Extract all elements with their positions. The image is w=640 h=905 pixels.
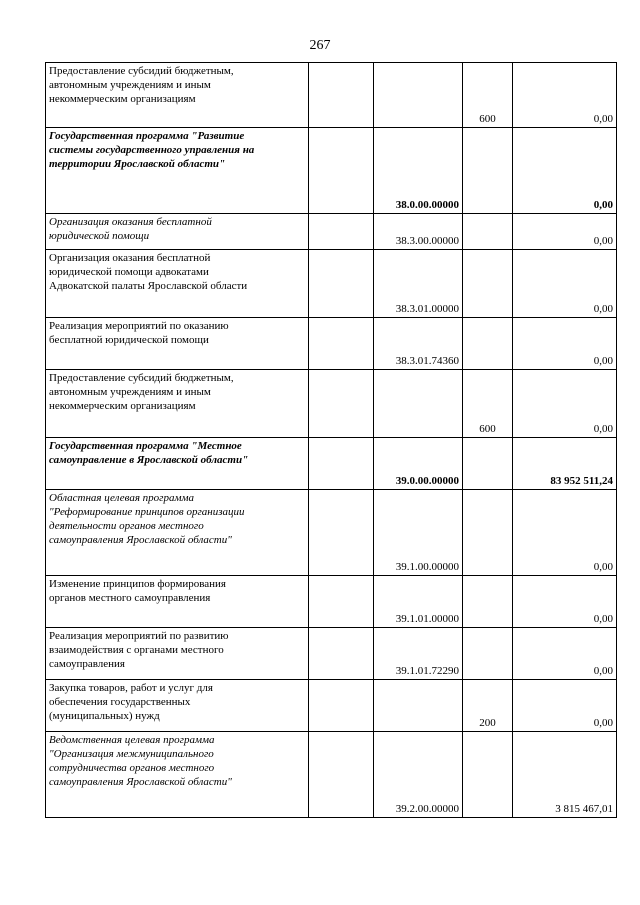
row-empty-cell	[309, 63, 374, 128]
table-row	[46, 214, 617, 250]
row-name: Областная целевая программа "Реформирование принципов организации деятельности органов местного самоуправления Ярославской области"	[46, 490, 309, 576]
row-code: 39.2.00.00000	[374, 732, 463, 818]
row-empty-cell	[309, 214, 374, 250]
table-row	[46, 680, 617, 732]
row-expense-type	[463, 438, 513, 490]
row-amount: 0,00	[513, 680, 617, 732]
row-name: Реализация мероприятий по оказанию бесплатной юридической помощи	[46, 318, 309, 370]
table-row	[46, 318, 617, 370]
row-empty-cell	[309, 628, 374, 680]
row-empty-cell	[309, 576, 374, 628]
row-expense-type	[463, 490, 513, 576]
row-name: Государственная программа "Развитие системы государственного управления на территории Ярославской области"	[46, 128, 309, 214]
row-code: 38.0.00.00000	[374, 128, 463, 214]
row-expense-type: 600	[463, 370, 513, 438]
row-amount: 3 815 467,01	[513, 732, 617, 818]
row-code	[374, 680, 463, 732]
table-row	[46, 63, 617, 128]
row-amount: 0,00	[513, 63, 617, 128]
row-empty-cell	[309, 490, 374, 576]
table-row	[46, 438, 617, 490]
row-code: 38.3.00.00000	[374, 214, 463, 250]
table-row	[46, 576, 617, 628]
row-expense-type: 600	[463, 63, 513, 128]
row-name: Изменение принципов формирования органов местного самоуправления	[46, 576, 309, 628]
row-name: Предоставление субсидий бюджетным, автономным учреждениям и иным некоммерческим организациям	[46, 370, 309, 438]
row-amount: 0,00	[513, 370, 617, 438]
row-code	[374, 63, 463, 128]
row-amount: 0,00	[513, 576, 617, 628]
row-name: Организация оказания бесплатной юридической помощи	[46, 214, 309, 250]
row-amount: 0,00	[513, 628, 617, 680]
row-name: Предоставление субсидий бюджетным, автономным учреждениям и иным некоммерческим организациям	[46, 63, 309, 128]
table-row	[46, 628, 617, 680]
row-amount: 0,00	[513, 490, 617, 576]
row-expense-type: 200	[463, 680, 513, 732]
row-empty-cell	[309, 128, 374, 214]
row-empty-cell	[309, 732, 374, 818]
row-expense-type	[463, 628, 513, 680]
row-empty-cell	[309, 250, 374, 318]
row-empty-cell	[309, 370, 374, 438]
row-code: 39.1.01.00000	[374, 576, 463, 628]
row-expense-type	[463, 318, 513, 370]
row-expense-type	[463, 732, 513, 818]
row-code: 39.1.01.72290	[374, 628, 463, 680]
row-amount: 83 952 511,24	[513, 438, 617, 490]
budget-table	[45, 62, 617, 818]
row-amount: 0,00	[513, 250, 617, 318]
table-row	[46, 370, 617, 438]
row-name: Государственная программа "Местное самоуправление в Ярославской области"	[46, 438, 309, 490]
row-code: 38.3.01.00000	[374, 250, 463, 318]
row-code	[374, 370, 463, 438]
row-empty-cell	[309, 438, 374, 490]
row-name: Закупка товаров, работ и услуг для обеспечения государственных (муниципальных) нужд	[46, 680, 309, 732]
row-expense-type	[463, 576, 513, 628]
table-row	[46, 732, 617, 818]
row-empty-cell	[309, 318, 374, 370]
page-number: 267	[309, 38, 331, 53]
row-name: Организация оказания бесплатной юридической помощи адвокатами Адвокатской палаты Ярославской области	[46, 250, 309, 318]
table-row	[46, 250, 617, 318]
row-name: Реализация мероприятий по развитию взаимодействия с органами местного самоуправления	[46, 628, 309, 680]
row-amount: 0,00	[513, 318, 617, 370]
row-amount: 0,00	[513, 214, 617, 250]
row-name: Ведомственная целевая программа "Организация межмуниципального сотрудничества органов местного самоуправления Ярославской области"	[46, 732, 309, 818]
row-empty-cell	[309, 680, 374, 732]
row-code: 39.1.00.00000	[374, 490, 463, 576]
row-code: 38.3.01.74360	[374, 318, 463, 370]
row-expense-type	[463, 128, 513, 214]
row-expense-type	[463, 250, 513, 318]
row-amount: 0,00	[513, 128, 617, 214]
row-expense-type	[463, 214, 513, 250]
row-code: 39.0.00.00000	[374, 438, 463, 490]
table-row	[46, 128, 617, 214]
table-row	[46, 490, 617, 576]
